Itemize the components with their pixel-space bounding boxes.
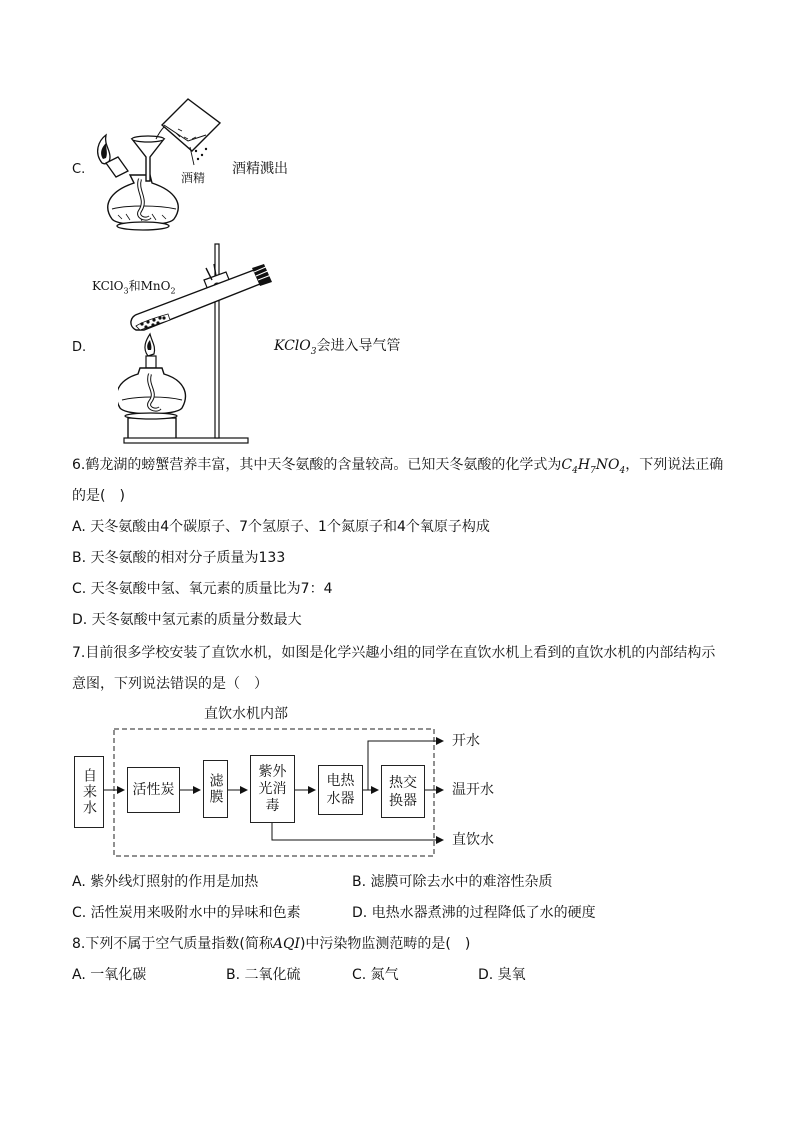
q8-option-b[interactable]: B. 二氧化硫 xyxy=(226,967,301,983)
q7-option-c[interactable]: C. 活性炭用来吸附水中的异味和色素 xyxy=(72,905,301,921)
q6-option-d[interactable]: D. 天冬氨酸中氢元素的质量分数最大 xyxy=(72,612,302,628)
q6-stem-line1: 6.鹤龙湖的螃蟹营养丰富，其中天冬氨酸的含量较高。已知天冬氨酸的化学式为$C_4H_7NO_4$，下列说法正确 xyxy=(72,457,724,476)
step-activated-carbon-box: 活性炭 xyxy=(127,767,180,813)
output-boiling-water: 开水 xyxy=(452,733,480,749)
q7-stem-line2: 意图，下列说法错误的是（ ） xyxy=(72,676,268,692)
alcohol-label: 酒精 xyxy=(181,171,206,185)
reagent-label: KClO$_3$和MnO$_2$ xyxy=(92,279,176,296)
option-c-label: C. xyxy=(72,162,86,177)
q7-option-d[interactable]: D. 电热水器煮沸的过程降低了水的硬度 xyxy=(352,905,596,921)
q6-option-c[interactable]: C. 天冬氨酸中氢、氧元素的质量比为7：4 xyxy=(72,581,333,597)
aspartic-acid-formula: $C_4H_7NO_4$ xyxy=(561,457,626,476)
q8-option-a[interactable]: A. 一氧化碳 xyxy=(72,967,147,983)
step-filter-membrane-box: 滤膜 xyxy=(203,760,228,818)
option-d-annotation: KClO$_3$会进入导气管 xyxy=(274,338,401,357)
q8-option-d[interactable]: D. 臭氧 xyxy=(478,967,526,983)
q6-stem-line2: 的是( ) xyxy=(72,488,125,504)
output-warm-water: 温开水 xyxy=(452,782,494,798)
q6-option-a[interactable]: A. 天冬氨酸由4个碳原子、7个氢原子、1个氮原子和4个氧原子构成 xyxy=(72,519,490,535)
step-electric-heater-box: 电热水器 xyxy=(318,765,363,815)
q7-option-a[interactable]: A. 紫外线灯照射的作用是加热 xyxy=(72,874,259,890)
q8-option-c[interactable]: C. 氮气 xyxy=(352,967,399,983)
source-tap-water-box: 自来水 xyxy=(74,756,104,828)
step-uv-disinfection-box: 紫外光消毒 xyxy=(250,755,295,823)
option-c-annotation: 酒精溅出 xyxy=(232,161,288,177)
q8-stem: 8.下列不属于空气质量指数(简称AQI)中污染物监测范畴的是( ) xyxy=(72,936,471,952)
output-direct-drinking-water: 直饮水 xyxy=(452,832,494,848)
step-heat-exchanger-box: 热交换器 xyxy=(381,765,425,818)
q7-option-b[interactable]: B. 滤膜可除去水中的难溶性杂质 xyxy=(352,874,553,890)
q6-option-b[interactable]: B. 天冬氨酸的相对分子质量为133 xyxy=(72,550,286,566)
option-d-label: D. xyxy=(72,340,87,355)
diagram-title: 直饮水机内部 xyxy=(204,706,288,722)
q7-stem-line1: 7.目前很多学校安装了直饮水机，如图是化学兴趣小组的同学在直饮水机上看到的直饮水机的内部结构示 xyxy=(72,645,716,661)
